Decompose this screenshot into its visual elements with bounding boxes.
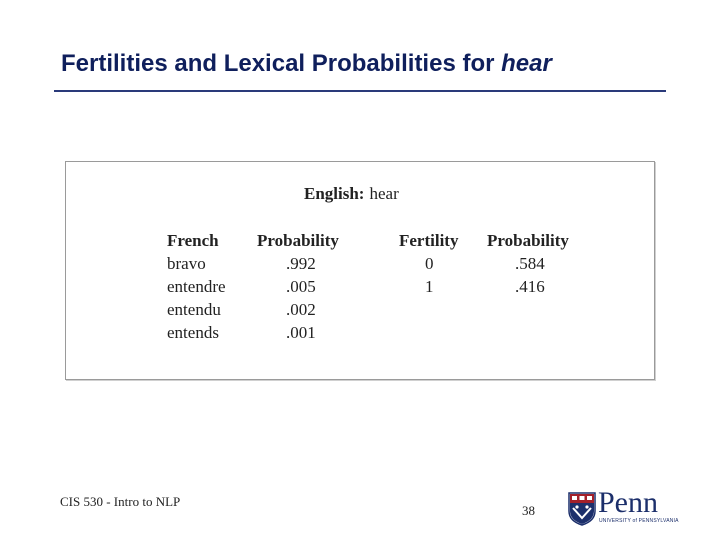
english-word-heading — [304, 184, 399, 204]
probability-table-box — [65, 161, 655, 380]
fertility-value-cell: 0 — [425, 254, 434, 273]
slide-title-text: Fertilities and Lexical Probabilities for — [61, 50, 495, 77]
english-word: hear — [369, 184, 399, 203]
french-word-cell: entends — [167, 323, 219, 342]
header-fertility: Fertility — [399, 231, 459, 250]
lexical-probability-cell: .992 — [286, 254, 316, 273]
penn-subtext: UNIVERSITY of PENNSYLVANIA — [599, 518, 679, 524]
penn-logo — [568, 486, 679, 528]
french-word-cell: entendre — [167, 277, 226, 296]
english-label: English: — [304, 184, 365, 203]
slide-title-emphasis: hear — [501, 50, 552, 77]
header-probability: Probability — [257, 231, 339, 250]
lexical-probability-cell: .001 — [286, 323, 316, 342]
french-word-cell: entendu — [167, 300, 221, 319]
header-french: French — [167, 231, 219, 250]
penn-wordmark: Penn — [598, 486, 658, 519]
footer-course-label: CIS 530 - Intro to NLP — [60, 494, 181, 509]
title-underline — [54, 90, 666, 92]
penn-shield-icon — [568, 492, 596, 526]
header-fertility-probability: Probability — [487, 231, 569, 250]
page-number: 38 — [522, 503, 535, 518]
lexical-probability-cell: .002 — [286, 300, 316, 319]
fertility-value-cell: 1 — [425, 277, 434, 296]
french-word-cell: bravo — [167, 254, 206, 273]
fertility-probability-cell: .584 — [515, 254, 545, 273]
slide-title — [61, 50, 552, 78]
lexical-probability-cell: .005 — [286, 277, 316, 296]
fertility-probability-cell: .416 — [515, 277, 545, 296]
